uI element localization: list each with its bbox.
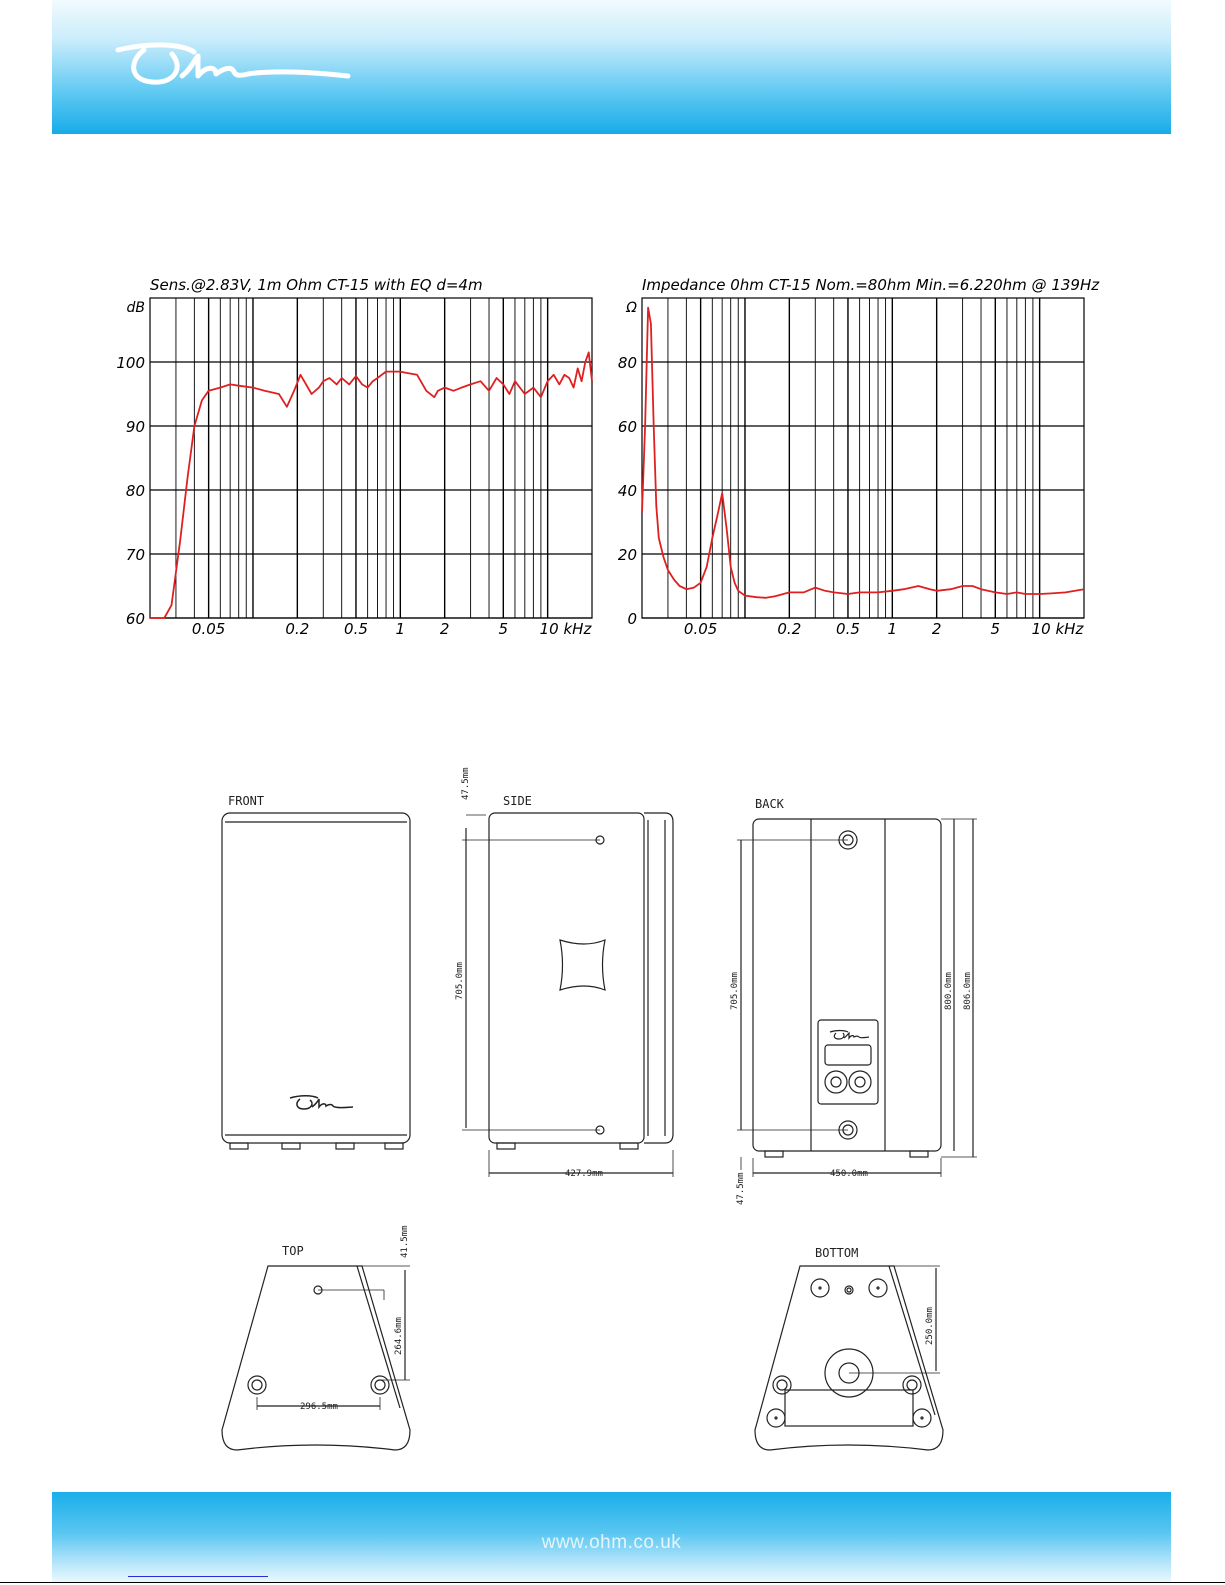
chart-title: Impedance 0hm CT-15 Nom.=80hm Min.=6.220hm @ 139Hz bbox=[642, 276, 1100, 294]
back-height-a-dim: 800.0mm bbox=[944, 972, 954, 1010]
impedance-chart bbox=[610, 270, 1110, 665]
x-tick-label: 5 bbox=[498, 620, 509, 638]
technical-drawings bbox=[0, 760, 1225, 1465]
input-panel bbox=[818, 1020, 878, 1104]
y-tick-label: 20 bbox=[617, 546, 637, 564]
x-tick-label: 2 bbox=[931, 620, 942, 638]
y-tick-label: 90 bbox=[125, 418, 145, 436]
side-handle bbox=[560, 940, 605, 990]
x-tick-label: 1 bbox=[395, 620, 406, 638]
y-tick-label: 60 bbox=[617, 418, 637, 436]
front-label: FRONT bbox=[228, 794, 265, 808]
side-view bbox=[455, 767, 673, 1179]
top-view bbox=[222, 1225, 410, 1450]
ohm-logo bbox=[112, 40, 352, 90]
plot-frame bbox=[642, 298, 1084, 618]
x-tick-label: 0.05 bbox=[191, 620, 226, 638]
drawings-svg bbox=[0, 760, 1225, 1460]
y-tick-label: 80 bbox=[125, 482, 145, 500]
header-banner bbox=[52, 0, 1171, 134]
y-tick-label: 40 bbox=[617, 482, 637, 500]
back-bottom-offset-dim: 47.5mm bbox=[736, 1172, 746, 1205]
top-width-dim: 296.5mm bbox=[300, 1402, 338, 1412]
back-view bbox=[730, 797, 977, 1205]
footer-link-underline bbox=[128, 1576, 268, 1577]
front-logo bbox=[290, 1096, 353, 1109]
side-label: SIDE bbox=[503, 794, 532, 808]
y-tick-label: 70 bbox=[125, 546, 145, 564]
side-height-dim: 705.0mm bbox=[455, 962, 465, 1000]
frequency-response-svg bbox=[110, 270, 610, 660]
back-label: BACK bbox=[755, 797, 784, 811]
top-offset-dim: 41.5mm bbox=[400, 1225, 410, 1258]
x-tick-label: 0.2 bbox=[285, 620, 310, 638]
plot-frame bbox=[150, 298, 592, 618]
y-tick-label: 60 bbox=[125, 610, 145, 628]
y-tick-label: 0 bbox=[627, 610, 637, 628]
website-url[interactable]: www.ohm.co.uk bbox=[541, 1532, 682, 1553]
footer-rule bbox=[0, 1582, 1225, 1583]
bottom-view bbox=[755, 1246, 943, 1450]
bottom-label: BOTTOM bbox=[815, 1246, 859, 1260]
x-tick-label: 0.2 bbox=[777, 620, 802, 638]
x-tick-label: 0.05 bbox=[683, 620, 718, 638]
front-view bbox=[222, 794, 410, 1149]
series-line bbox=[150, 352, 592, 618]
y-tick-label: 100 bbox=[116, 354, 145, 372]
y-axis-label: Ω bbox=[626, 300, 637, 316]
x-tick-label: 10 kHz bbox=[539, 620, 592, 638]
chart-title: Sens.@2.83V, 1m Ohm CT-15 with EQ d=4m bbox=[150, 276, 483, 294]
impedance-svg bbox=[610, 270, 1110, 660]
x-tick-label: 10 kHz bbox=[1031, 620, 1084, 638]
frequency-response-chart bbox=[110, 270, 610, 665]
back-height-inner-dim: 705.0mm bbox=[730, 972, 740, 1010]
back-height-b-dim: 806.0mm bbox=[963, 972, 973, 1010]
y-axis-label: dB bbox=[126, 300, 145, 316]
top-depth-dim: 264.6mm bbox=[394, 1317, 404, 1355]
footer-banner bbox=[52, 1492, 1171, 1582]
x-tick-label: 0.5 bbox=[344, 620, 368, 638]
x-tick-label: 1 bbox=[887, 620, 898, 638]
bottom-depth-dim: 250.0mm bbox=[925, 1307, 935, 1345]
x-tick-label: 0.5 bbox=[836, 620, 860, 638]
y-tick-label: 80 bbox=[617, 354, 637, 372]
side-top-offset-dim: 47.5mm bbox=[461, 767, 471, 800]
x-tick-label: 5 bbox=[990, 620, 1001, 638]
top-label: TOP bbox=[282, 1244, 304, 1258]
x-tick-label: 2 bbox=[439, 620, 450, 638]
back-width-dim: 450.0mm bbox=[830, 1169, 868, 1179]
side-depth-dim: 427.9mm bbox=[565, 1169, 603, 1179]
